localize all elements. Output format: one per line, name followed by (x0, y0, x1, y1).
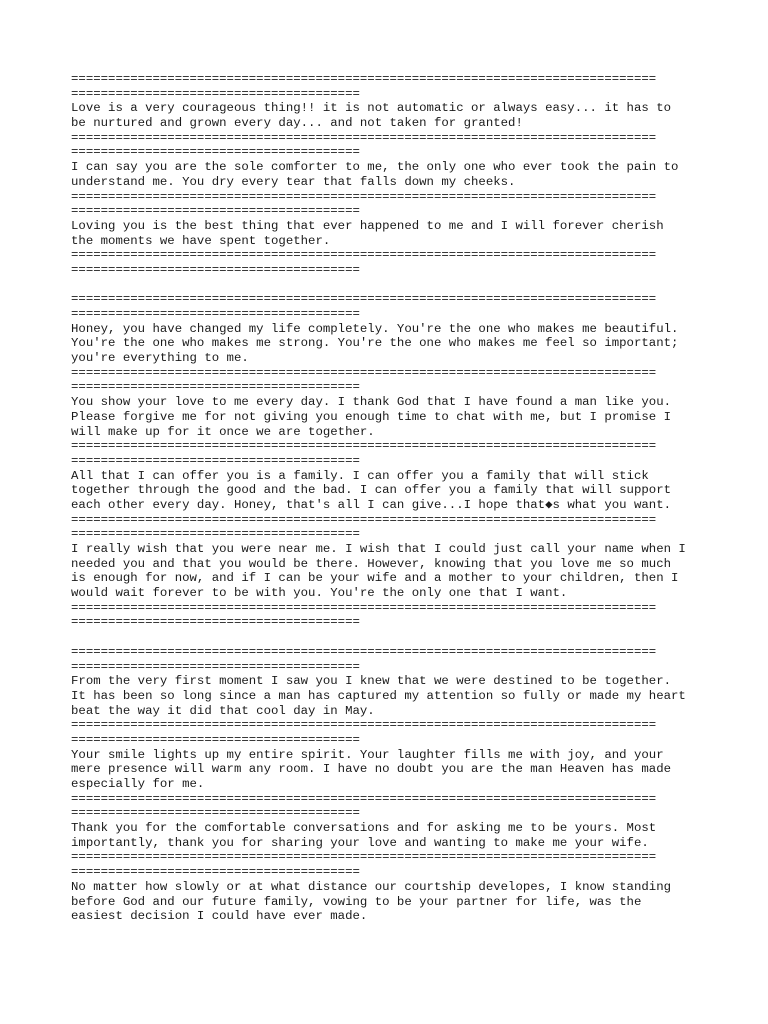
message-paragraph (71, 748, 701, 792)
paragraph-text-line: is enough for now, and if I can be your wife and a mother to your children, then I (71, 571, 679, 586)
separator-line: =============================================================================== (71, 791, 657, 806)
paragraph-text-line: From the very first moment I saw you I knew that we were destined to be together. (71, 674, 672, 689)
separator-line: ======================================= (71, 865, 360, 880)
paragraph-text-line: be nurtured and grown every day... and not taken for granted! (71, 116, 523, 131)
paragraph-text-line: before God and our future family, vowing to be your partner for life, was the (71, 894, 642, 909)
paragraph-text-line: would wait forever to be with you. You're the only one that I want. (71, 586, 568, 601)
separator-line: =============================================================================== (71, 512, 657, 527)
blank-line (71, 278, 701, 293)
paragraph-text-line: Love is a very courageous thing!! it is not automatic or always easy... it has to (71, 101, 672, 116)
paragraph-text-line: All that I can offer you is a family. I can offer you a family that will stick (71, 468, 649, 483)
separator-line: ======================================= (71, 307, 360, 321)
paragraph-text-line: Please forgive me for not giving you enough time to chat with me, but I promise I (71, 409, 672, 424)
separator-line: =============================================================================== (71, 248, 657, 263)
message-paragraph (71, 821, 701, 850)
separator-line: ======================================= (71, 145, 360, 160)
separator-line: =============================================================================== (71, 718, 657, 733)
separator-line: ======================================= (71, 380, 360, 395)
separator-line: =============================================================================== (71, 850, 657, 865)
separator-line: ======================================= (71, 262, 360, 277)
paragraph-text-line: will make up for it once we are together. (71, 424, 375, 439)
paragraph-text-line: easiest decision I could have ever made. (71, 909, 368, 924)
separator-line: =============================================================================== (71, 439, 657, 454)
paragraph-text-line: understand me. You dry every tear that falls down my cheeks. (71, 174, 516, 189)
separator-line: ======================================= (71, 615, 360, 630)
message-paragraph (71, 542, 701, 601)
paragraph-text-line: each other every day. Honey, that's all I can give...I hope that◆s what you want. (71, 497, 672, 512)
paragraph-text-line: the moments we have spent together. (71, 233, 331, 248)
paragraph-text-line: needed you and that you would be there. However, knowing that you love me so much (71, 556, 672, 571)
paragraph-text-line: You show your love to me every day. I thank God that I have found a man like you. (71, 395, 672, 410)
document-page (71, 72, 701, 924)
paragraph-text-line: importantly, thank you for sharing your love and wanting to make me your wife. (71, 835, 649, 850)
paragraph-text-line: Your smile lights up my entire spirit. Your laughter fills me with joy, and your (71, 747, 664, 762)
paragraph-text-line: I really wish that you were near me. I wish that I could just call your name when I (71, 542, 686, 556)
paragraph-text-line: together through the good and the bad. I can offer you a family that will support (71, 483, 672, 498)
separator-line: ======================================= (71, 806, 360, 821)
separator-line: ======================================= (71, 86, 360, 101)
message-paragraph (71, 395, 701, 439)
paragraph-text-line: Honey, you have changed my life completely. You're the one who makes me beautiful. (71, 321, 679, 336)
separator-line: ======================================= (71, 659, 360, 674)
paragraph-text-line: I can say you are the sole comforter to me, the only one who ever took the pain to (71, 160, 679, 175)
separator-line: =============================================================================== (71, 644, 657, 659)
paragraph-text-line: You're the one who makes me strong. You're the one who makes me feel so important; (71, 336, 679, 351)
blank-line (71, 630, 701, 645)
message-paragraph (71, 322, 701, 366)
paragraph-text-line: No matter how slowly or at what distance our courtship developes, I know standing (71, 879, 672, 894)
separator-line: =============================================================================== (71, 130, 657, 145)
separator-line: =============================================================================== (71, 189, 657, 204)
message-paragraph (71, 674, 701, 718)
separator-line: =============================================================================== (71, 600, 657, 615)
message-paragraph (71, 160, 701, 189)
paragraph-text-line: mere presence will warm any room. I have no doubt you are the man Heaven has made (71, 762, 672, 777)
message-paragraph (71, 219, 701, 248)
separator-line: =============================================================================== (71, 72, 657, 86)
separator-line: ======================================= (71, 732, 360, 747)
separator-line: ======================================= (71, 453, 360, 468)
separator-line: ======================================= (71, 527, 360, 542)
paragraph-text-line: you're everything to me. (71, 351, 249, 366)
separator-line: =============================================================================== (71, 292, 657, 307)
paragraph-text-line: especially for me. (71, 777, 205, 791)
paragraph-text-line: beat the way it did that cool day in May. (71, 703, 375, 718)
paragraph-text-line: Loving you is the best thing that ever happened to me and I will forever cherish (71, 218, 664, 233)
message-paragraph (71, 101, 701, 130)
message-paragraph (71, 880, 701, 924)
paragraph-text-line: It has been so long since a man has captured my attention so fully or made my heart (71, 688, 686, 703)
message-paragraph (71, 469, 701, 513)
paragraph-text-line: Thank you for the comfortable conversations and for asking me to be yours. Most (71, 821, 657, 836)
separator-line: ======================================= (71, 204, 360, 219)
separator-line: =============================================================================== (71, 365, 657, 380)
